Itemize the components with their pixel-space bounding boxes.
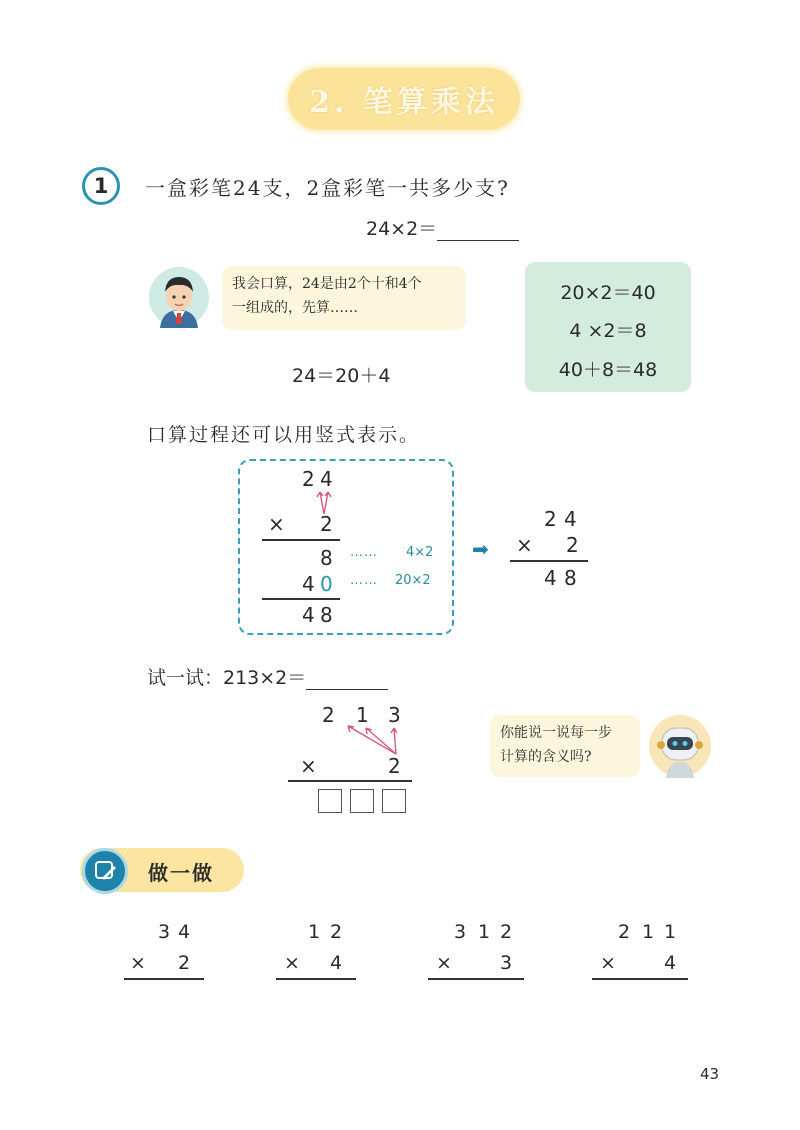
boy-speech-bubble — [222, 266, 466, 330]
boy-avatar-icon — [148, 266, 210, 328]
oral-calc-line3: 40＋8＝48 — [558, 359, 658, 381]
robot-bubble-line1: 你能说一说每一步 — [500, 725, 612, 741]
digit: 4 — [664, 952, 677, 974]
digit: 8 — [564, 566, 577, 590]
digit: 2 — [302, 467, 315, 491]
example-number-badge: 1 — [82, 167, 120, 205]
calc-arrows-icon — [340, 722, 410, 756]
digit: 2 — [566, 533, 579, 557]
digit: 4 — [302, 603, 315, 627]
times-sign: × — [600, 952, 616, 974]
boy-avatar — [148, 266, 210, 328]
answer-box[interactable] — [350, 789, 374, 813]
vertical-intro: 口算过程还可以用竖式表示。 — [147, 424, 421, 446]
pencil-square-icon — [85, 851, 125, 891]
digit: 2 — [330, 921, 343, 943]
digit: 8 — [320, 603, 333, 627]
detailed-vertical-box — [238, 459, 454, 635]
times-sign: × — [300, 754, 317, 778]
digit: 2 — [178, 952, 191, 974]
robot-speech-bubble — [490, 715, 640, 777]
arrow-right-icon: ➡ — [472, 537, 489, 561]
digit: 4 — [302, 572, 315, 596]
digit: 1 — [642, 921, 655, 943]
digit: 2 — [544, 507, 557, 531]
times-sign: × — [268, 512, 285, 536]
practice-label: 做一做 — [148, 861, 214, 885]
digit: 3 — [158, 921, 171, 943]
boy-bubble-line1: 我会口算，24是由2个十和4个 — [232, 276, 422, 292]
digit: 1 — [356, 703, 369, 727]
oral-calc-box — [525, 262, 691, 392]
times-sign: × — [284, 952, 300, 974]
digit: 2 — [388, 754, 401, 778]
answer-box[interactable] — [318, 789, 342, 813]
digit: 4 — [178, 921, 191, 943]
answer-box[interactable] — [382, 789, 406, 813]
answer-blank — [306, 667, 388, 690]
try-it-label: 试一试：213×2＝ — [147, 667, 307, 689]
try-it-line — [147, 663, 388, 690]
practice-icon — [82, 848, 128, 894]
digit: 3 — [454, 921, 467, 943]
oral-calc-line1: 20×2＝40 — [560, 282, 656, 304]
section-title: 2. 笔算乘法 — [309, 85, 499, 120]
partial1-note: 4×2 — [406, 545, 434, 560]
robot-avatar-icon — [648, 714, 712, 778]
digit: 3 — [388, 703, 401, 727]
digit: 1 — [478, 921, 491, 943]
digit: 1 — [308, 921, 321, 943]
digit: 4 — [544, 566, 557, 590]
divider-line — [510, 560, 588, 562]
digit: 1 — [664, 921, 677, 943]
digit: 3 — [500, 952, 513, 974]
times-sign: × — [516, 533, 533, 557]
example-question: 一盒彩笔24支，2盒彩笔一共多少支? — [145, 176, 510, 200]
divider-line — [428, 978, 524, 980]
divider-line — [276, 978, 356, 980]
digit: 0 — [320, 572, 333, 596]
digit: 2 — [500, 921, 513, 943]
digit: 8 — [320, 546, 333, 570]
digit: 4 — [320, 467, 333, 491]
times-sign: × — [130, 952, 146, 974]
digit: 2 — [320, 512, 333, 536]
boy-bubble-line2: 一组成的，先算…… — [232, 300, 358, 316]
example-equation — [366, 214, 519, 241]
divider-line — [124, 978, 204, 980]
robot-avatar — [648, 714, 712, 778]
decompose-equation: 24＝20＋4 — [292, 365, 391, 387]
digit: 4 — [330, 952, 343, 974]
oral-calc-line2: 4 ×2＝8 — [569, 320, 647, 342]
dots: …… — [350, 573, 378, 588]
digit: 4 — [564, 507, 577, 531]
dots: …… — [350, 545, 378, 560]
divider-line — [592, 978, 688, 980]
digit: 2 — [618, 921, 631, 943]
robot-bubble-line2: 计算的含义吗? — [500, 749, 592, 765]
divider-line — [288, 780, 412, 782]
example-equation-text: 24×2＝ — [366, 218, 438, 240]
digit: 2 — [322, 703, 335, 727]
page-number: 43 — [700, 1065, 720, 1083]
partial2-note: 20×2 — [395, 573, 431, 588]
section-title-banner — [288, 68, 520, 130]
answer-blank — [437, 218, 519, 241]
times-sign: × — [436, 952, 452, 974]
